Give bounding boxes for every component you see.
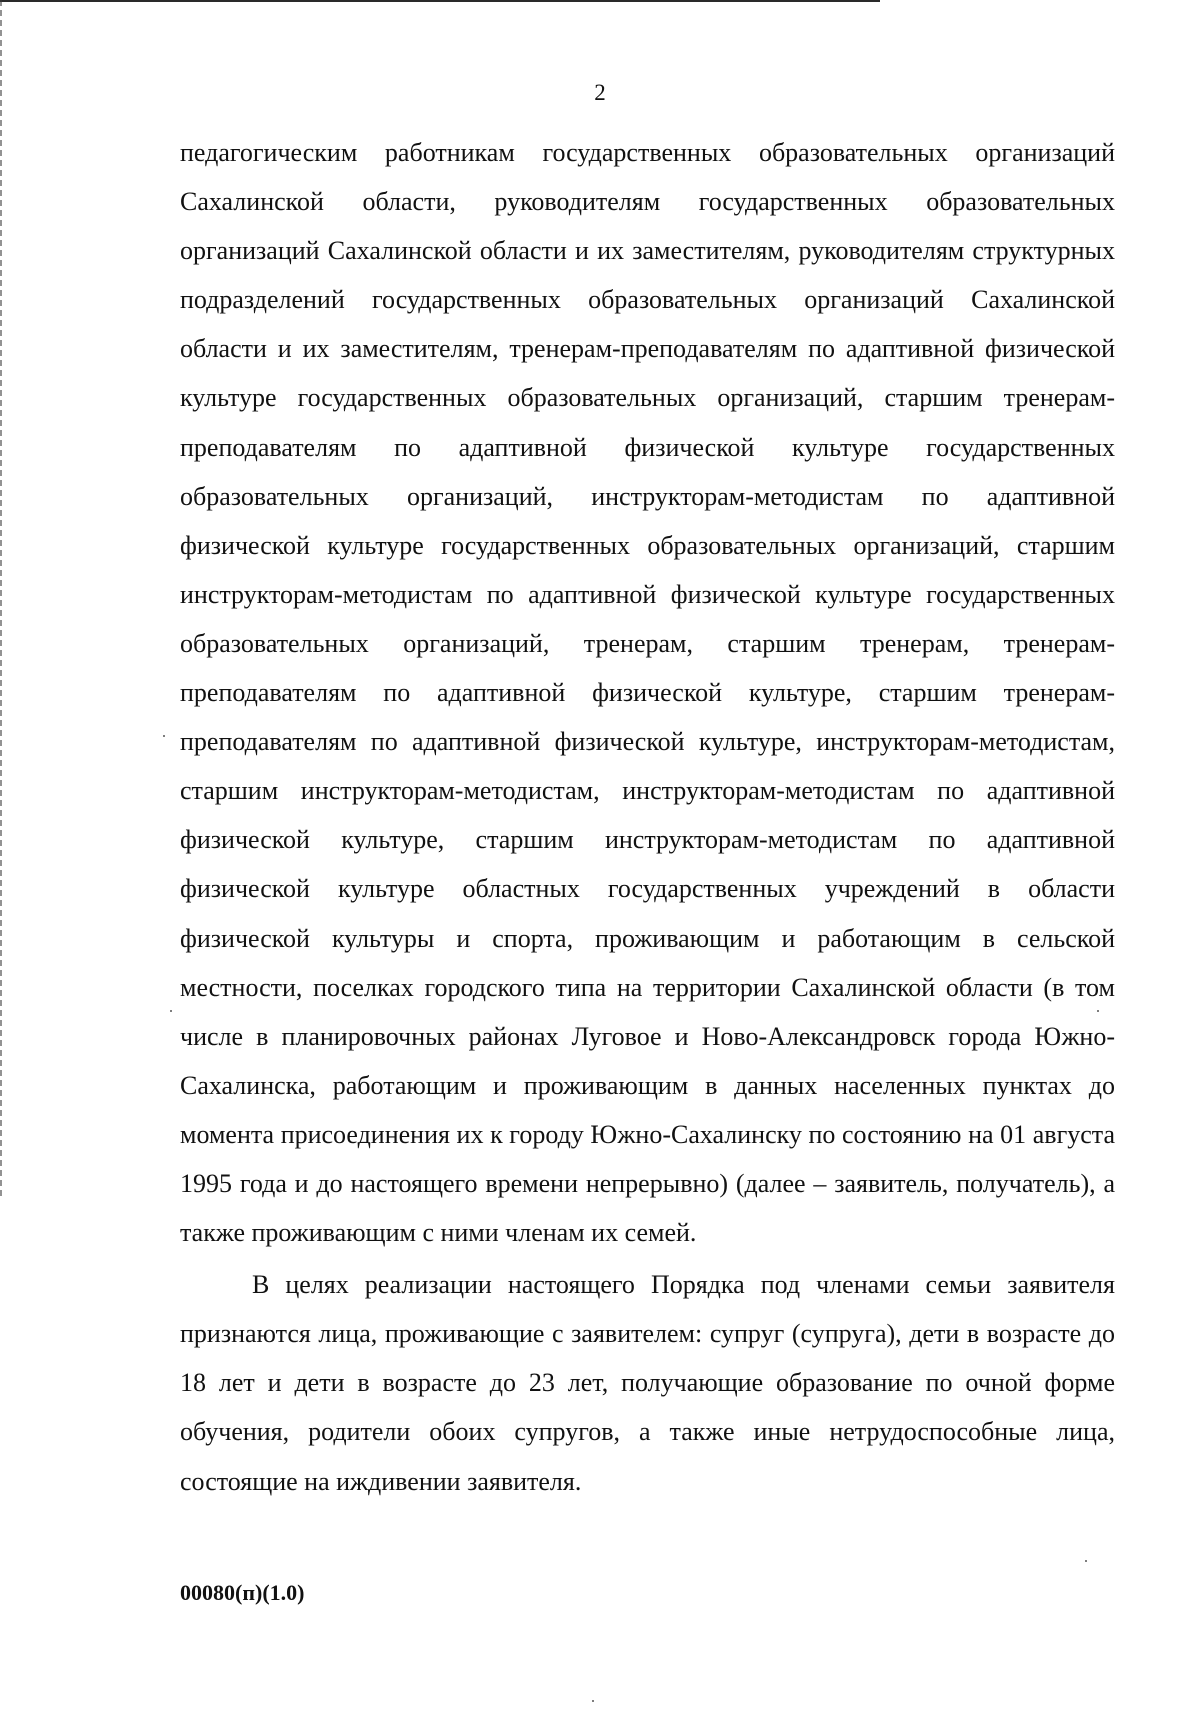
- top-border-line: [0, 0, 880, 2]
- scan-speck: [1085, 1560, 1087, 1562]
- paragraph-family-members: В целях реализации настоящего Порядка под членами семьи заявителя признаются лица, проживающие с заявителем: супруг (супруга), дети в возрасте до 18 лет и дети в возрасте до 23 лет, получающие образование по очной форме обучения, родители обоих супругов, а также иные нетрудоспособные лица, состоящие на иждивении заявителя.: [180, 1270, 1115, 1496]
- paragraph-recipients: педагогическим работникам государственных образовательных организаций Сахалинской области, руководителям государственных образовательных организаций Сахалинской области и их заместителям, руководителям структурных подразделений государственных образовательных организаций Сахалинской области и их заместителям, тренерам-преподавателям по адаптивной физической культуре государственных образовательных организаций, старшим тренерам-преподавателям по адаптивной физической культуре государственных образовательных организаций, инструкторам-методистам по адаптивной физической культуре государственных образовательных организаций, старшим инструкторам-методистам по адаптивной физической культуре государственных образовательных организаций, тренерам, старшим тренерам, тренерам-преподавателям по адаптивной физической культуре, старшим тренерам-преподавателям по адаптивной физической культуре, инструкторам-методистам, старшим инструкторам-методистам, инструкторам-методистам по адаптивной физической культуре, старшим инструкторам-методистам по адаптивной физической культуре областных государственных учреждений в области физической культуры и спорта, проживающим и работающим в сельской местности, поселках городского типа на территории Сахалинской области (в том числе в планировочных районах Луговое и Ново-Александровск города Южно-Сахалинска, работающим и проживающим в данных населенных пунктах до момента присоединения их к городу Южно-Сахалинску по состоянию на 01 августа 1995 года и до настоящего времени непрерывно) (далее – заявитель, получатель), а также проживающим с ними членам их семей.: [180, 138, 1115, 1248]
- scan-speck: [163, 735, 165, 737]
- scan-speck: [170, 1010, 172, 1012]
- document-body: [180, 128, 1115, 1506]
- scan-speck: [1097, 1010, 1099, 1012]
- document-code: 00080(п)(1.0): [180, 1580, 305, 1605]
- left-scan-edge: [0, 0, 2, 1200]
- page-number: 2: [594, 80, 606, 105]
- scan-speck: [592, 1700, 594, 1702]
